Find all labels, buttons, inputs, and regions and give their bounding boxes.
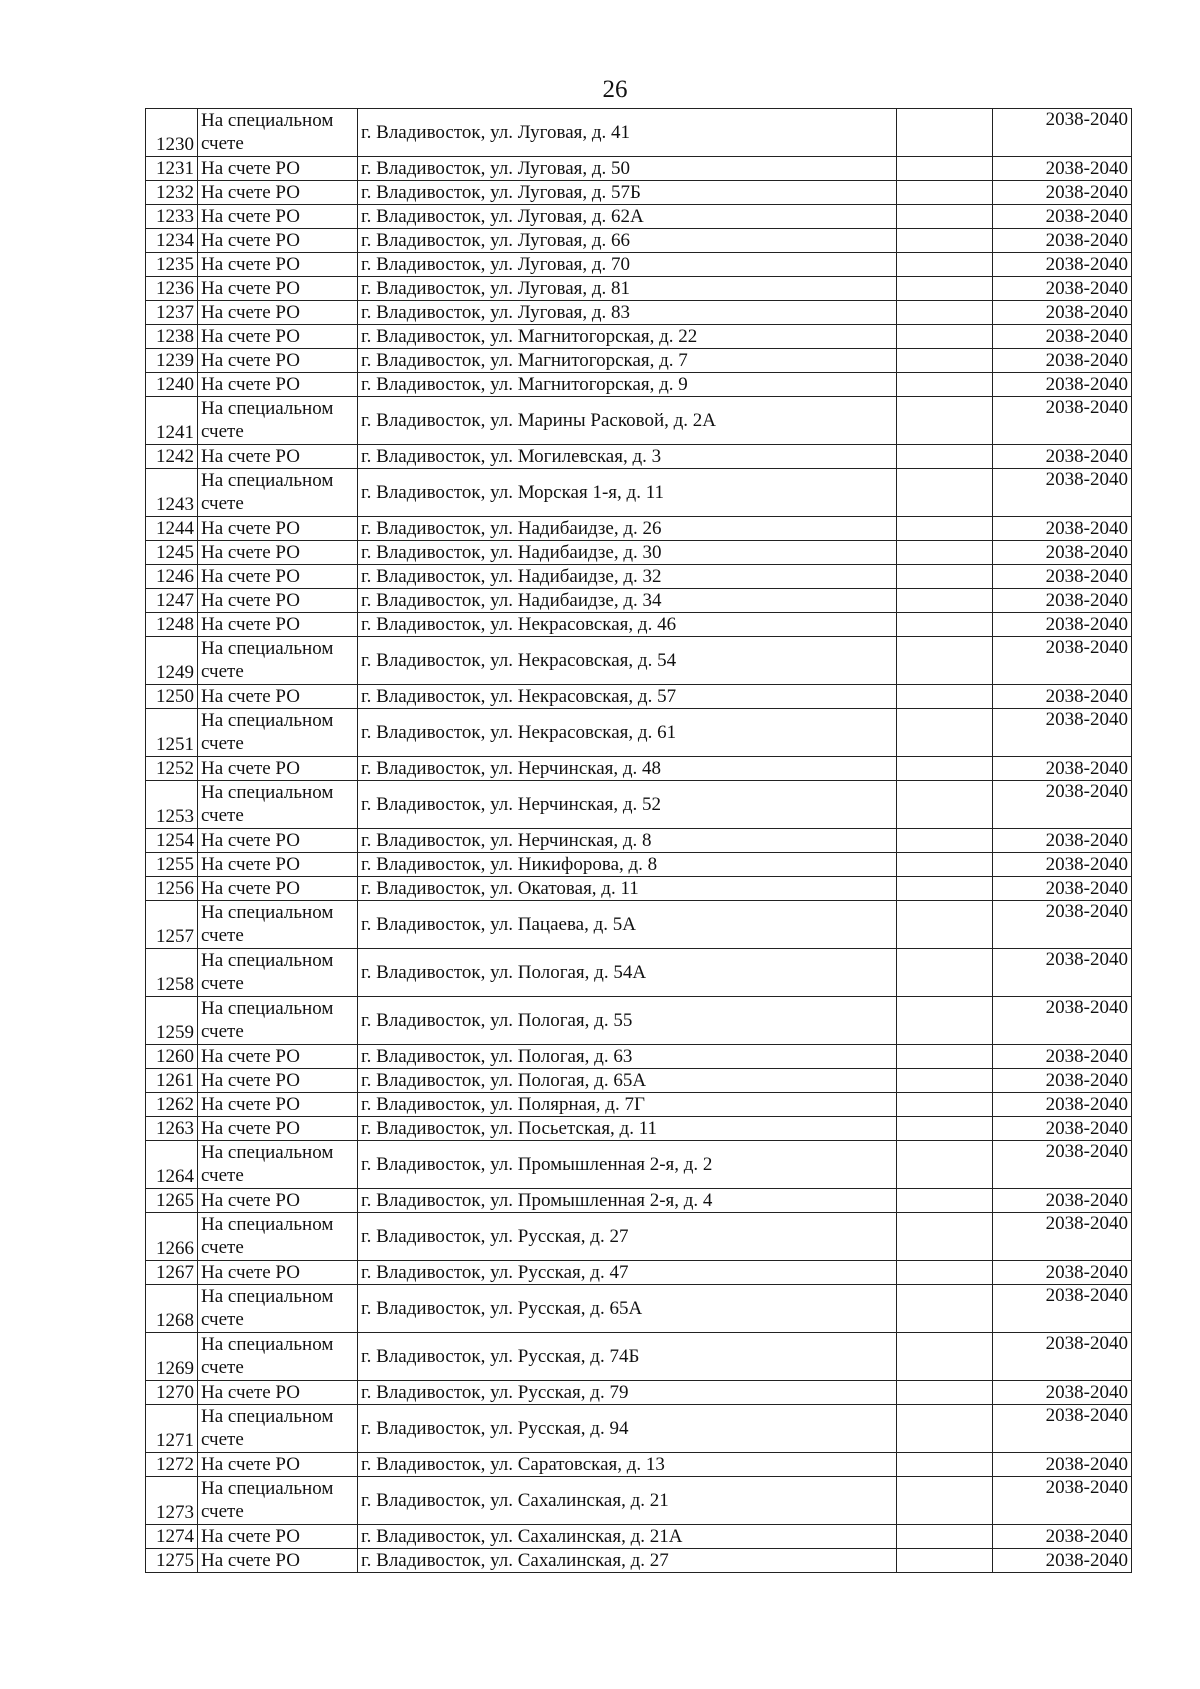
table-row bbox=[146, 253, 1132, 277]
empty-cell bbox=[897, 781, 993, 829]
fund-formation-method: На счете РО bbox=[198, 565, 358, 589]
building-address: г. Владивосток, ул. Нерчинская, д. 52 bbox=[358, 781, 897, 829]
building-address: г. Владивосток, ул. Сахалинская, д. 27 bbox=[358, 1549, 897, 1573]
row-number: 1272 bbox=[146, 1453, 198, 1477]
fund-formation-method: На счете РО bbox=[198, 325, 358, 349]
empty-cell bbox=[897, 1453, 993, 1477]
table-row bbox=[146, 1333, 1132, 1381]
repair-period: 2038-2040 bbox=[993, 685, 1132, 709]
building-address: г. Владивосток, ул. Магнитогорская, д. 7 bbox=[358, 349, 897, 373]
table-row bbox=[146, 1261, 1132, 1285]
table-row bbox=[146, 1477, 1132, 1525]
row-number: 1239 bbox=[146, 349, 198, 373]
empty-cell bbox=[897, 1261, 993, 1285]
fund-formation-method: На счете РО bbox=[198, 157, 358, 181]
empty-cell bbox=[897, 373, 993, 397]
building-address: г. Владивосток, ул. Русская, д. 27 bbox=[358, 1213, 897, 1261]
repair-period: 2038-2040 bbox=[993, 1117, 1132, 1141]
row-number: 1269 bbox=[146, 1333, 198, 1381]
table-body bbox=[146, 109, 1132, 1573]
table-row bbox=[146, 1525, 1132, 1549]
table-row bbox=[146, 109, 1132, 157]
fund-formation-method: На специальном счете bbox=[198, 781, 358, 829]
table-row bbox=[146, 1045, 1132, 1069]
fund-formation-method: На специальном счете bbox=[198, 469, 358, 517]
row-number: 1240 bbox=[146, 373, 198, 397]
repair-period: 2038-2040 bbox=[993, 1093, 1132, 1117]
fund-formation-method: На счете РО bbox=[198, 445, 358, 469]
building-address: г. Владивосток, ул. Луговая, д. 70 bbox=[358, 253, 897, 277]
empty-cell bbox=[897, 229, 993, 253]
building-address: г. Владивосток, ул. Пологая, д. 54А bbox=[358, 949, 897, 997]
repair-period: 2038-2040 bbox=[993, 1333, 1132, 1381]
fund-formation-method: На специальном счете bbox=[198, 1213, 358, 1261]
row-number: 1275 bbox=[146, 1549, 198, 1573]
fund-formation-method: На специальном счете bbox=[198, 1477, 358, 1525]
row-number: 1238 bbox=[146, 325, 198, 349]
empty-cell bbox=[897, 757, 993, 781]
building-address: г. Владивосток, ул. Магнитогорская, д. 9 bbox=[358, 373, 897, 397]
repair-period: 2038-2040 bbox=[993, 1549, 1132, 1573]
repair-period: 2038-2040 bbox=[993, 253, 1132, 277]
building-address: г. Владивосток, ул. Промышленная 2-я, д. 4 bbox=[358, 1189, 897, 1213]
fund-formation-method: На счете РО bbox=[198, 301, 358, 325]
fund-formation-method: На счете РО bbox=[198, 1117, 358, 1141]
row-number: 1245 bbox=[146, 541, 198, 565]
empty-cell bbox=[897, 901, 993, 949]
table-row bbox=[146, 325, 1132, 349]
repair-period: 2038-2040 bbox=[993, 1189, 1132, 1213]
empty-cell bbox=[897, 589, 993, 613]
row-number: 1268 bbox=[146, 1285, 198, 1333]
row-number: 1255 bbox=[146, 853, 198, 877]
building-address: г. Владивосток, ул. Саратовская, д. 13 bbox=[358, 1453, 897, 1477]
fund-formation-method: На специальном счете bbox=[198, 1141, 358, 1189]
repair-period: 2038-2040 bbox=[993, 781, 1132, 829]
page-number: 26 bbox=[602, 76, 628, 103]
empty-cell bbox=[897, 1189, 993, 1213]
building-address: г. Владивосток, ул. Пацаева, д. 5А bbox=[358, 901, 897, 949]
repair-period: 2038-2040 bbox=[993, 949, 1132, 997]
empty-cell bbox=[897, 397, 993, 445]
table-row bbox=[146, 1381, 1132, 1405]
fund-formation-method: На счете РО bbox=[198, 589, 358, 613]
empty-cell bbox=[897, 253, 993, 277]
table-row bbox=[146, 301, 1132, 325]
empty-cell bbox=[897, 445, 993, 469]
empty-cell bbox=[897, 277, 993, 301]
empty-cell bbox=[897, 541, 993, 565]
building-address: г. Владивосток, ул. Нерчинская, д. 48 bbox=[358, 757, 897, 781]
fund-formation-method: На счете РО bbox=[198, 853, 358, 877]
repair-period: 2038-2040 bbox=[993, 709, 1132, 757]
table-row bbox=[146, 829, 1132, 853]
fund-formation-method: На специальном счете bbox=[198, 1333, 358, 1381]
row-number: 1252 bbox=[146, 757, 198, 781]
row-number: 1244 bbox=[146, 517, 198, 541]
building-address: г. Владивосток, ул. Никифорова, д. 8 bbox=[358, 853, 897, 877]
fund-formation-method: На специальном счете bbox=[198, 949, 358, 997]
table-row bbox=[146, 1549, 1132, 1573]
fund-formation-method: На специальном счете bbox=[198, 1285, 358, 1333]
building-address: г. Владивосток, ул. Некрасовская, д. 54 bbox=[358, 637, 897, 685]
fund-formation-method: На специальном счете bbox=[198, 709, 358, 757]
table-row bbox=[146, 1093, 1132, 1117]
table-row bbox=[146, 901, 1132, 949]
repair-period: 2038-2040 bbox=[993, 853, 1132, 877]
empty-cell bbox=[897, 301, 993, 325]
row-number: 1243 bbox=[146, 469, 198, 517]
building-address: г. Владивосток, ул. Надибаидзе, д. 30 bbox=[358, 541, 897, 565]
table-row bbox=[146, 349, 1132, 373]
table-row bbox=[146, 469, 1132, 517]
row-number: 1232 bbox=[146, 181, 198, 205]
table-row bbox=[146, 1069, 1132, 1093]
repair-period: 2038-2040 bbox=[993, 541, 1132, 565]
table-row bbox=[146, 1453, 1132, 1477]
building-address: г. Владивосток, ул. Сахалинская, д. 21 bbox=[358, 1477, 897, 1525]
row-number: 1259 bbox=[146, 997, 198, 1045]
table-row bbox=[146, 445, 1132, 469]
repair-period: 2038-2040 bbox=[993, 1381, 1132, 1405]
building-address: г. Владивосток, ул. Надибаидзе, д. 34 bbox=[358, 589, 897, 613]
empty-cell bbox=[897, 1141, 993, 1189]
row-number: 1231 bbox=[146, 157, 198, 181]
table-row bbox=[146, 1285, 1132, 1333]
fund-formation-method: На счете РО bbox=[198, 757, 358, 781]
row-number: 1233 bbox=[146, 205, 198, 229]
fund-formation-method: На счете РО bbox=[198, 685, 358, 709]
building-address: г. Владивосток, ул. Русская, д. 94 bbox=[358, 1405, 897, 1453]
empty-cell bbox=[897, 349, 993, 373]
table-row bbox=[146, 1405, 1132, 1453]
empty-cell bbox=[897, 997, 993, 1045]
empty-cell bbox=[897, 109, 993, 157]
row-number: 1260 bbox=[146, 1045, 198, 1069]
repair-period: 2038-2040 bbox=[993, 445, 1132, 469]
empty-cell bbox=[897, 181, 993, 205]
empty-cell bbox=[897, 1093, 993, 1117]
table-row bbox=[146, 997, 1132, 1045]
fund-formation-method: На счете РО bbox=[198, 1045, 358, 1069]
row-number: 1235 bbox=[146, 253, 198, 277]
empty-cell bbox=[897, 685, 993, 709]
fund-formation-method: На счете РО bbox=[198, 877, 358, 901]
building-address: г. Владивосток, ул. Промышленная 2-я, д. 2 bbox=[358, 1141, 897, 1189]
repair-period: 2038-2040 bbox=[993, 301, 1132, 325]
row-number: 1230 bbox=[146, 109, 198, 157]
table-row bbox=[146, 589, 1132, 613]
repair-period: 2038-2040 bbox=[993, 517, 1132, 541]
repair-period: 2038-2040 bbox=[993, 469, 1132, 517]
table-row bbox=[146, 709, 1132, 757]
repair-period: 2038-2040 bbox=[993, 589, 1132, 613]
fund-formation-method: На счете РО bbox=[198, 1261, 358, 1285]
repair-period: 2038-2040 bbox=[993, 1141, 1132, 1189]
empty-cell bbox=[897, 877, 993, 901]
row-number: 1256 bbox=[146, 877, 198, 901]
empty-cell bbox=[897, 325, 993, 349]
empty-cell bbox=[897, 853, 993, 877]
row-number: 1267 bbox=[146, 1261, 198, 1285]
fund-formation-method: На специальном счете bbox=[198, 1405, 358, 1453]
building-address: г. Владивосток, ул. Русская, д. 65А bbox=[358, 1285, 897, 1333]
row-number: 1274 bbox=[146, 1525, 198, 1549]
repair-period: 2038-2040 bbox=[993, 613, 1132, 637]
repair-period: 2038-2040 bbox=[993, 1285, 1132, 1333]
fund-formation-method: На счете РО bbox=[198, 349, 358, 373]
empty-cell bbox=[897, 1117, 993, 1141]
table-row bbox=[146, 1213, 1132, 1261]
empty-cell bbox=[897, 1069, 993, 1093]
fund-formation-method: На специальном счете bbox=[198, 637, 358, 685]
row-number: 1253 bbox=[146, 781, 198, 829]
empty-cell bbox=[897, 1381, 993, 1405]
repair-period: 2038-2040 bbox=[993, 109, 1132, 157]
building-address: г. Владивосток, ул. Полярная, д. 7Г bbox=[358, 1093, 897, 1117]
building-address: г. Владивосток, ул. Сахалинская, д. 21А bbox=[358, 1525, 897, 1549]
empty-cell bbox=[897, 1405, 993, 1453]
empty-cell bbox=[897, 1213, 993, 1261]
row-number: 1270 bbox=[146, 1381, 198, 1405]
empty-cell bbox=[897, 157, 993, 181]
housing-register-table bbox=[145, 108, 1132, 1573]
row-number: 1251 bbox=[146, 709, 198, 757]
fund-formation-method: На счете РО bbox=[198, 205, 358, 229]
table-row bbox=[146, 757, 1132, 781]
building-address: г. Владивосток, ул. Марины Расковой, д. 2А bbox=[358, 397, 897, 445]
empty-cell bbox=[897, 1549, 993, 1573]
building-address: г. Владивосток, ул. Пологая, д. 55 bbox=[358, 997, 897, 1045]
repair-period: 2038-2040 bbox=[993, 277, 1132, 301]
fund-formation-method: На счете РО bbox=[198, 277, 358, 301]
fund-formation-method: На специальном счете bbox=[198, 901, 358, 949]
row-number: 1250 bbox=[146, 685, 198, 709]
empty-cell bbox=[897, 469, 993, 517]
building-address: г. Владивосток, ул. Некрасовская, д. 57 bbox=[358, 685, 897, 709]
building-address: г. Владивосток, ул. Некрасовская, д. 61 bbox=[358, 709, 897, 757]
fund-formation-method: На счете РО bbox=[198, 1093, 358, 1117]
empty-cell bbox=[897, 613, 993, 637]
table-row bbox=[146, 205, 1132, 229]
fund-formation-method: На счете РО bbox=[198, 541, 358, 565]
fund-formation-method: На счете РО bbox=[198, 1069, 358, 1093]
row-number: 1247 bbox=[146, 589, 198, 613]
table-row bbox=[146, 1141, 1132, 1189]
row-number: 1264 bbox=[146, 1141, 198, 1189]
repair-period: 2038-2040 bbox=[993, 877, 1132, 901]
table-row bbox=[146, 541, 1132, 565]
fund-formation-method: На счете РО bbox=[198, 373, 358, 397]
building-address: г. Владивосток, ул. Магнитогорская, д. 22 bbox=[358, 325, 897, 349]
fund-formation-method: На специальном счете bbox=[198, 997, 358, 1045]
repair-period: 2038-2040 bbox=[993, 1453, 1132, 1477]
empty-cell bbox=[897, 1045, 993, 1069]
building-address: г. Владивосток, ул. Луговая, д. 66 bbox=[358, 229, 897, 253]
repair-period: 2038-2040 bbox=[993, 1477, 1132, 1525]
empty-cell bbox=[897, 205, 993, 229]
building-address: г. Владивосток, ул. Окатовая, д. 11 bbox=[358, 877, 897, 901]
empty-cell bbox=[897, 709, 993, 757]
building-address: г. Владивосток, ул. Луговая, д. 81 bbox=[358, 277, 897, 301]
empty-cell bbox=[897, 517, 993, 541]
table-row bbox=[146, 277, 1132, 301]
table-row bbox=[146, 373, 1132, 397]
row-number: 1257 bbox=[146, 901, 198, 949]
repair-period: 2038-2040 bbox=[993, 181, 1132, 205]
row-number: 1271 bbox=[146, 1405, 198, 1453]
repair-period: 2038-2040 bbox=[993, 373, 1132, 397]
table-row bbox=[146, 181, 1132, 205]
empty-cell bbox=[897, 1477, 993, 1525]
empty-cell bbox=[897, 949, 993, 997]
row-number: 1265 bbox=[146, 1189, 198, 1213]
row-number: 1236 bbox=[146, 277, 198, 301]
empty-cell bbox=[897, 1525, 993, 1549]
row-number: 1266 bbox=[146, 1213, 198, 1261]
table-row bbox=[146, 877, 1132, 901]
empty-cell bbox=[897, 1285, 993, 1333]
table-row bbox=[146, 781, 1132, 829]
fund-formation-method: На счете РО bbox=[198, 181, 358, 205]
table-row bbox=[146, 853, 1132, 877]
repair-period: 2038-2040 bbox=[993, 1045, 1132, 1069]
table-row bbox=[146, 685, 1132, 709]
fund-formation-method: На счете РО bbox=[198, 1189, 358, 1213]
empty-cell bbox=[897, 565, 993, 589]
table-row bbox=[146, 517, 1132, 541]
repair-period: 2038-2040 bbox=[993, 637, 1132, 685]
repair-period: 2038-2040 bbox=[993, 1525, 1132, 1549]
repair-period: 2038-2040 bbox=[993, 1069, 1132, 1093]
building-address: г. Владивосток, ул. Пологая, д. 65А bbox=[358, 1069, 897, 1093]
table-row bbox=[146, 949, 1132, 997]
row-number: 1246 bbox=[146, 565, 198, 589]
building-address: г. Владивосток, ул. Луговая, д. 62А bbox=[358, 205, 897, 229]
repair-period: 2038-2040 bbox=[993, 1405, 1132, 1453]
fund-formation-method: На счете РО bbox=[198, 253, 358, 277]
building-address: г. Владивосток, ул. Надибаидзе, д. 26 bbox=[358, 517, 897, 541]
fund-formation-method: На специальном счете bbox=[198, 109, 358, 157]
repair-period: 2038-2040 bbox=[993, 205, 1132, 229]
table-row bbox=[146, 397, 1132, 445]
row-number: 1273 bbox=[146, 1477, 198, 1525]
table-row bbox=[146, 1117, 1132, 1141]
row-number: 1242 bbox=[146, 445, 198, 469]
building-address: г. Владивосток, ул. Некрасовская, д. 46 bbox=[358, 613, 897, 637]
building-address: г. Владивосток, ул. Луговая, д. 41 bbox=[358, 109, 897, 157]
building-address: г. Владивосток, ул. Русская, д. 74Б bbox=[358, 1333, 897, 1381]
fund-formation-method: На счете РО bbox=[198, 229, 358, 253]
building-address: г. Владивосток, ул. Надибаидзе, д. 32 bbox=[358, 565, 897, 589]
row-number: 1234 bbox=[146, 229, 198, 253]
row-number: 1254 bbox=[146, 829, 198, 853]
repair-period: 2038-2040 bbox=[993, 349, 1132, 373]
fund-formation-method: На счете РО bbox=[198, 613, 358, 637]
repair-period: 2038-2040 bbox=[993, 997, 1132, 1045]
empty-cell bbox=[897, 637, 993, 685]
repair-period: 2038-2040 bbox=[993, 229, 1132, 253]
table-row bbox=[146, 1189, 1132, 1213]
building-address: г. Владивосток, ул. Могилевская, д. 3 bbox=[358, 445, 897, 469]
row-number: 1258 bbox=[146, 949, 198, 997]
table-row bbox=[146, 565, 1132, 589]
row-number: 1241 bbox=[146, 397, 198, 445]
repair-period: 2038-2040 bbox=[993, 829, 1132, 853]
building-address: г. Владивосток, ул. Русская, д. 79 bbox=[358, 1381, 897, 1405]
empty-cell bbox=[897, 1333, 993, 1381]
repair-period: 2038-2040 bbox=[993, 157, 1132, 181]
fund-formation-method: На счете РО bbox=[198, 1453, 358, 1477]
building-address: г. Владивосток, ул. Луговая, д. 83 bbox=[358, 301, 897, 325]
repair-period: 2038-2040 bbox=[993, 1213, 1132, 1261]
row-number: 1263 bbox=[146, 1117, 198, 1141]
repair-period: 2038-2040 bbox=[993, 901, 1132, 949]
building-address: г. Владивосток, ул. Морская 1-я, д. 11 bbox=[358, 469, 897, 517]
building-address: г. Владивосток, ул. Нерчинская, д. 8 bbox=[358, 829, 897, 853]
fund-formation-method: На счете РО bbox=[198, 1525, 358, 1549]
repair-period: 2038-2040 bbox=[993, 1261, 1132, 1285]
repair-period: 2038-2040 bbox=[993, 397, 1132, 445]
table-row bbox=[146, 637, 1132, 685]
repair-period: 2038-2040 bbox=[993, 325, 1132, 349]
building-address: г. Владивосток, ул. Луговая, д. 57Б bbox=[358, 181, 897, 205]
fund-formation-method: На счете РО bbox=[198, 517, 358, 541]
building-address: г. Владивосток, ул. Русская, д. 47 bbox=[358, 1261, 897, 1285]
repair-period: 2038-2040 bbox=[993, 565, 1132, 589]
row-number: 1237 bbox=[146, 301, 198, 325]
building-address: г. Владивосток, ул. Посьетская, д. 11 bbox=[358, 1117, 897, 1141]
fund-formation-method: На счете РО bbox=[198, 1549, 358, 1573]
fund-formation-method: На счете РО bbox=[198, 829, 358, 853]
fund-formation-method: На специальном счете bbox=[198, 397, 358, 445]
row-number: 1248 bbox=[146, 613, 198, 637]
building-address: г. Владивосток, ул. Пологая, д. 63 bbox=[358, 1045, 897, 1069]
row-number: 1261 bbox=[146, 1069, 198, 1093]
repair-period: 2038-2040 bbox=[993, 757, 1132, 781]
fund-formation-method: На счете РО bbox=[198, 1381, 358, 1405]
row-number: 1249 bbox=[146, 637, 198, 685]
table-row bbox=[146, 229, 1132, 253]
table-row bbox=[146, 613, 1132, 637]
building-address: г. Владивосток, ул. Луговая, д. 50 bbox=[358, 157, 897, 181]
table-row bbox=[146, 157, 1132, 181]
empty-cell bbox=[897, 829, 993, 853]
row-number: 1262 bbox=[146, 1093, 198, 1117]
